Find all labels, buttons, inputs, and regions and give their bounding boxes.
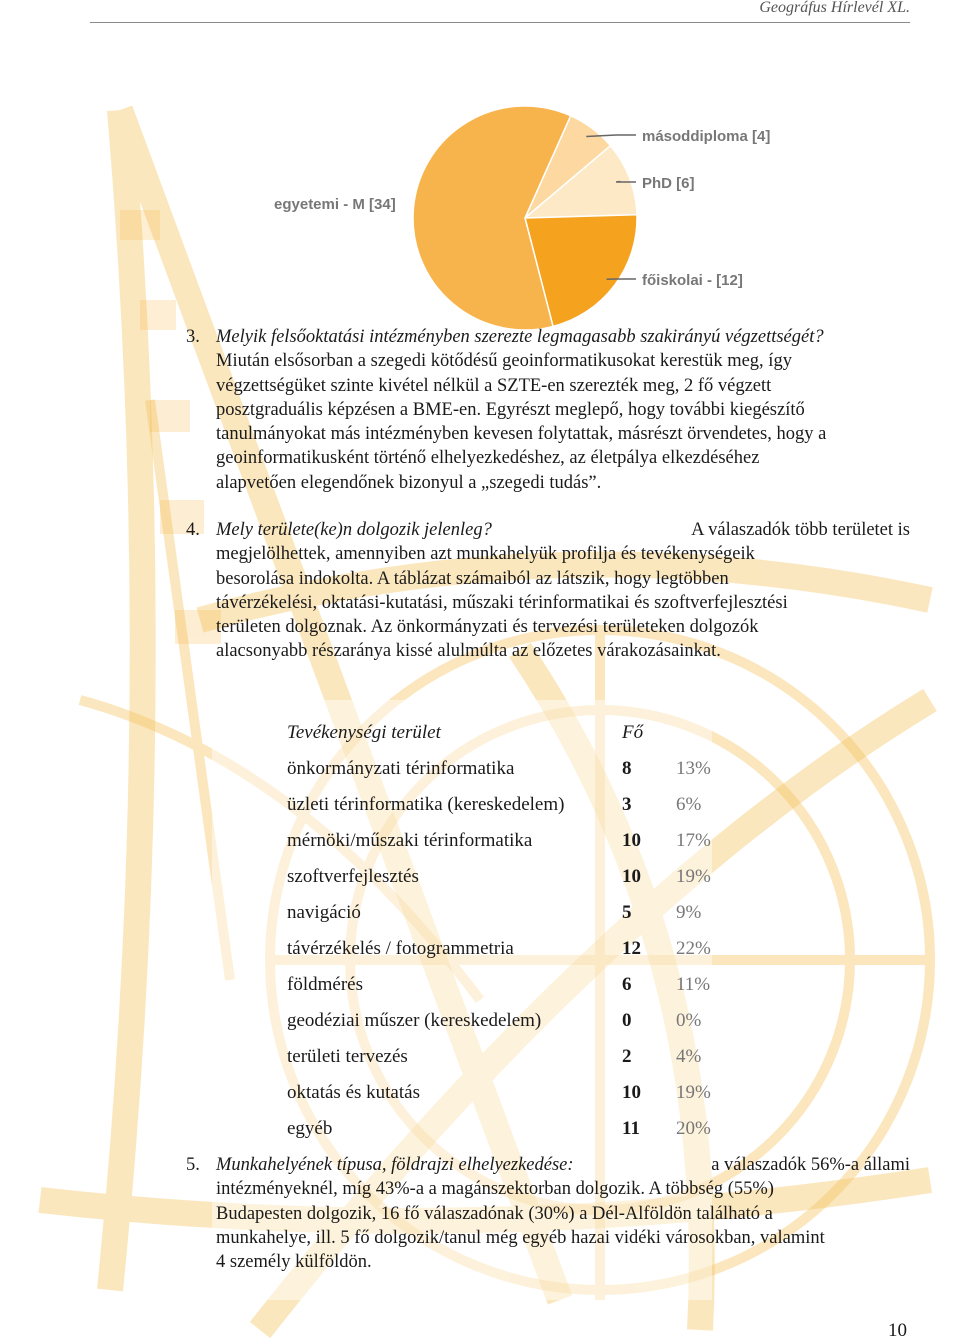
table-cell-pct: 17% — [676, 830, 711, 851]
table-cell-pct: 22% — [676, 938, 711, 959]
section3-line-1: Miután elsősorban a szegedi kötődésű geoinformatikusokat kerestük meg, így — [216, 351, 792, 372]
table-cell-count: 10 — [622, 830, 641, 851]
table-cell-count: 6 — [622, 974, 632, 995]
table-cell-count: 8 — [622, 758, 632, 779]
section4-line-2: besorolása indokolta. A táblázat számaiból az látszik, hogy legtöbben — [216, 568, 729, 589]
table-cell-count: 5 — [622, 902, 632, 923]
section4-number: 4. — [186, 520, 200, 540]
table-cell-area: mérnöki/műszaki térinformatika — [287, 830, 533, 851]
section3-question: Melyik felsőoktatási intézményben szerezte legmagasabb szakirányú végzettségét? — [216, 327, 824, 347]
section4-line-5: alacsonyabb részaránya kissé alulmúlta az előzetes várakozásainkat. — [216, 641, 721, 662]
table-cell-count: 2 — [622, 1046, 632, 1067]
section5-question: Munkahelyének típusa, földrajzi elhelyezkedése: — [216, 1155, 574, 1175]
running-title: Geográfus Hírlevél XL. — [759, 0, 910, 16]
table-cell-pct: 20% — [676, 1118, 711, 1139]
running-header — [90, 0, 910, 23]
table-cell-pct: 6% — [676, 794, 702, 815]
table-cell-pct: 11% — [676, 974, 711, 995]
page-number: 10 — [888, 1320, 907, 1341]
table-cell-pct: 9% — [676, 902, 702, 923]
section5-number: 5. — [186, 1155, 200, 1175]
table-cell-count: 12 — [622, 938, 641, 959]
table-header-area: Tevékenységi terület — [287, 722, 441, 743]
table-cell-count: 10 — [622, 866, 641, 887]
section3-text — [216, 325, 910, 495]
section5-line-4: 4 személy külföldön. — [216, 1252, 372, 1273]
pie-label-masoddiploma: másoddiploma [4] — [642, 128, 771, 145]
section5-line-1: intézményeknél, míg 43%-a a magánszektorban dolgozik. A többség (55%) — [216, 1179, 774, 1200]
table-cell-count: 0 — [622, 1010, 632, 1031]
pie-label-phd: PhD [6] — [642, 175, 695, 192]
table-cell-area: oktatás és kutatás — [287, 1082, 420, 1103]
table-cell-area: egyéb — [287, 1118, 333, 1139]
table-cell-pct: 0% — [676, 1010, 702, 1031]
table-cell-area: távérzékelés / fotogrammetria — [287, 938, 514, 959]
table-cell-area: földmérés — [287, 974, 363, 995]
pie-label-egyetemi: egyetemi - M [34] — [274, 196, 396, 213]
table-cell-pct: 19% — [676, 1082, 711, 1103]
pie-chart — [0, 0, 960, 330]
table-header-count: Fő — [622, 722, 644, 743]
section4-line-0: A válaszadók több területet is — [691, 520, 910, 540]
section4-text — [216, 518, 910, 664]
section3-line-2: végzettségüket szinte kivétel nélkül a SZTE-en szerezték meg, 2 fő végzett — [216, 375, 772, 396]
pie-label-foiskolai: főiskolai - [12] — [642, 272, 743, 289]
section5-line-3: munkahelye, ill. 5 fő dolgozik/tanul még egyéb hazai vidéki városokban, valamint — [216, 1227, 825, 1248]
table-cell-pct: 4% — [676, 1046, 702, 1067]
section4-line-3: távérzékelési, oktatási-kutatási, műszaki térinformatikai és szoftverfejlesztési — [216, 592, 788, 613]
section3-line-4: tanulmányokat más intézményben kevesen folytattak, másrészt örvendetes, hogy a — [216, 424, 827, 445]
section4-line-1: megjelölhettek, amennyiben azt munkahelyük profilja és tevékenységeik — [216, 544, 755, 565]
section3-number: 3. — [186, 327, 200, 347]
section4-line-4: területen dolgoznak. Az önkormányzati és tervezési területeken dolgozók — [216, 617, 759, 638]
section5-line-2: Budapesten dolgozik, 16 fő válaszadónak (30%) a Dél-Alföldön található a — [216, 1203, 773, 1224]
section3-line-3: posztgraduális képzésen a BME-en. Egyrészt meglepő, hogy további kiegészítő — [216, 399, 805, 420]
section5-line-0: a válaszadók 56%-a állami — [711, 1155, 910, 1175]
section4-question: Mely területe(ke)n dolgozik jelenleg? — [216, 520, 492, 540]
table-cell-count: 11 — [622, 1118, 640, 1139]
section3-line-5: geoinformatikusként történő elhelyezkedéshez, az életpálya elkezdéséhez — [216, 448, 760, 469]
section3-line-6: alapvetően elegendőnek bizonyul a „szegedi tudás”. — [216, 472, 602, 493]
table-cell-pct: 19% — [676, 866, 711, 887]
table-cell-area: üzleti térinformatika (kereskedelem) — [287, 794, 565, 815]
table-cell-area: szoftverfejlesztés — [287, 866, 419, 887]
table-cell-area: navigáció — [287, 902, 361, 923]
table-cell-area: geodéziai műszer (kereskedelem) — [287, 1010, 542, 1031]
table-cell-count: 10 — [622, 1082, 641, 1103]
table-cell-area: területi tervezés — [287, 1046, 408, 1067]
table-cell-pct: 13% — [676, 758, 711, 779]
section5-text — [216, 1153, 910, 1274]
table-cell-area: önkormányzati térinformatika — [287, 758, 515, 779]
table-cell-count: 3 — [622, 794, 632, 815]
